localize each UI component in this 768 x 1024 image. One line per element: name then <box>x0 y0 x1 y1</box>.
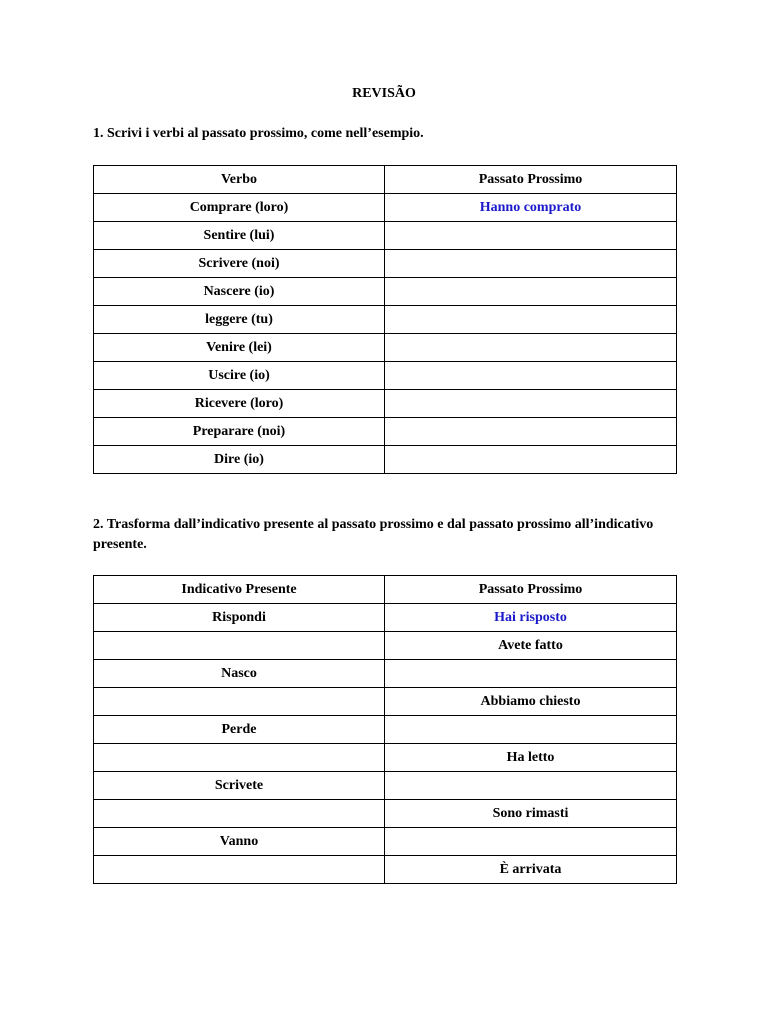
present-cell[interactable] <box>94 688 385 716</box>
present-cell: Perde <box>94 716 385 744</box>
example-row <box>94 194 677 222</box>
table-row <box>94 278 677 306</box>
table-row <box>94 800 677 828</box>
column-header-verbo: Verbo <box>94 166 385 194</box>
table-row <box>94 856 677 884</box>
past-cell[interactable] <box>385 660 677 688</box>
column-header-indicativo-presente: Indicativo Presente <box>94 576 385 604</box>
past-cell: Sono rimasti <box>385 800 677 828</box>
verb-cell: Ricevere (loro) <box>94 390 385 418</box>
table-header-row <box>94 166 677 194</box>
past-cell: Ha letto <box>385 744 677 772</box>
answer-cell[interactable] <box>385 362 677 390</box>
example-verb-cell: Comprare (loro) <box>94 194 385 222</box>
exercise-1-table <box>93 165 677 474</box>
past-cell: Avete fatto <box>385 632 677 660</box>
answer-cell[interactable] <box>385 222 677 250</box>
table-row <box>94 222 677 250</box>
past-cell: Abbiamo chiesto <box>385 688 677 716</box>
verb-cell: Sentire (lui) <box>94 222 385 250</box>
present-cell: Scrivete <box>94 772 385 800</box>
example-row <box>94 604 677 632</box>
past-cell: È arrivata <box>385 856 677 884</box>
answer-cell[interactable] <box>385 390 677 418</box>
table-row <box>94 446 677 474</box>
verb-cell: Uscire (io) <box>94 362 385 390</box>
present-cell[interactable] <box>94 744 385 772</box>
table-row <box>94 632 677 660</box>
example-present-cell: Rispondi <box>94 604 385 632</box>
exercise-2-instruction: 2. Trasforma dall’indicativo presente al passato prossimo e dal passato prossimo all’indicativo presente. <box>93 517 654 552</box>
page-title: REVISÃO <box>352 86 416 101</box>
past-cell[interactable] <box>385 772 677 800</box>
verb-cell: Venire (lei) <box>94 334 385 362</box>
table-row <box>94 306 677 334</box>
table-row <box>94 744 677 772</box>
example-answer-cell: Hai risposto <box>385 604 677 632</box>
column-header-passato-prossimo: Passato Prossimo <box>385 166 677 194</box>
verb-cell: Dire (io) <box>94 446 385 474</box>
answer-cell[interactable] <box>385 334 677 362</box>
verb-cell: Nascere (io) <box>94 278 385 306</box>
answer-cell[interactable] <box>385 306 677 334</box>
present-cell: Vanno <box>94 828 385 856</box>
answer-cell[interactable] <box>385 446 677 474</box>
present-cell: Nasco <box>94 660 385 688</box>
table-row <box>94 660 677 688</box>
exercise-2-table <box>93 575 677 884</box>
table-row <box>94 418 677 446</box>
present-cell[interactable] <box>94 856 385 884</box>
table-row <box>94 334 677 362</box>
answer-cell[interactable] <box>385 250 677 278</box>
past-cell[interactable] <box>385 716 677 744</box>
verb-cell: Scrivere (noi) <box>94 250 385 278</box>
column-header-passato-prossimo: Passato Prossimo <box>385 576 677 604</box>
table-row <box>94 772 677 800</box>
present-cell[interactable] <box>94 800 385 828</box>
past-cell[interactable] <box>385 828 677 856</box>
verb-cell: leggere (tu) <box>94 306 385 334</box>
table-row <box>94 688 677 716</box>
exercise-1-instruction: 1. Scrivi i verbi al passato prossimo, come nell’esempio. <box>93 126 424 141</box>
table-row <box>94 716 677 744</box>
table-row <box>94 250 677 278</box>
verb-cell: Preparare (noi) <box>94 418 385 446</box>
answer-cell[interactable] <box>385 418 677 446</box>
table-row <box>94 390 677 418</box>
answer-cell[interactable] <box>385 278 677 306</box>
example-answer-cell: Hanno comprato <box>385 194 677 222</box>
table-header-row <box>94 576 677 604</box>
present-cell[interactable] <box>94 632 385 660</box>
table-row <box>94 828 677 856</box>
table-row <box>94 362 677 390</box>
